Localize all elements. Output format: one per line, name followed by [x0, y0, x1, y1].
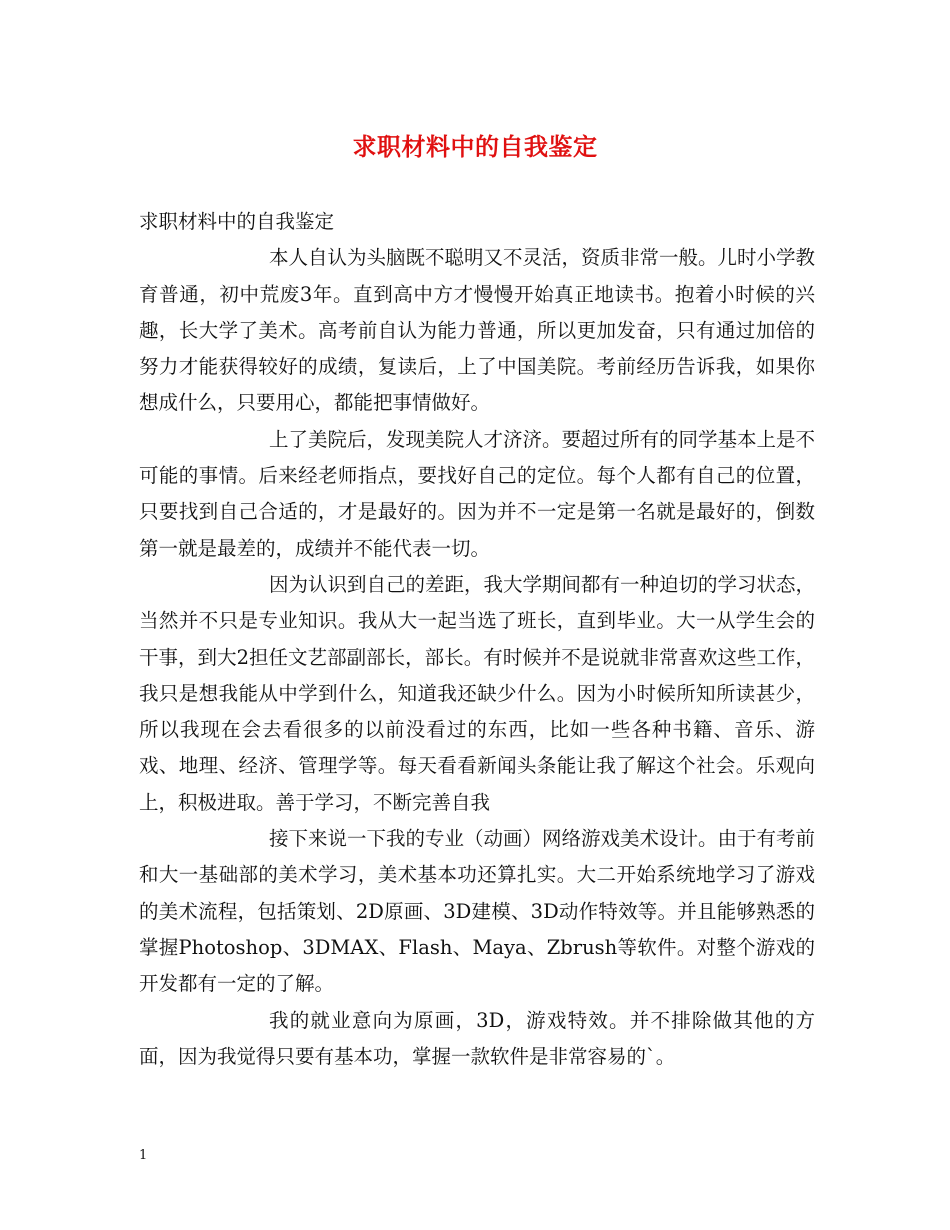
document-title: 求职材料中的自我鉴定 — [352, 132, 598, 161]
body-paragraph: 上了美院后，发现美院人才济济。要超过所有的同学基本上是不可能的事情。后来经老师指点，要找好自己的定位。每个人都有自己的位置，只要找到自己合适的，才是最好的。因为并不一定是第一名就是最好的，倒数第一就是最差的，成绩并不能代表一切。 — [139, 427, 816, 560]
page-number: 1 — [139, 1148, 148, 1163]
body-paragraph: 我的就业意向为原画，3D，游戏特效。并不排除做其他的方面，因为我觉得只要有基本功，掌握一款软件是非常容易的`。 — [139, 1008, 815, 1068]
body-paragraph: 接下来说一下我的专业（动画）网络游戏美术设计。由于有考前和大一基础部的美术学习，美术基本功还算扎实。大二开始系统地学习了游戏的美术流程，包括策划、2D原画、3D建模、3D动作特效等。并且能够熟悉的掌握Photoshop、3DMAX、Flash、Maya、Zbrush等软件。对整个游戏的开发都有一定的了解。 — [139, 827, 816, 996]
body-paragraph: 本人自认为头脑既不聪明又不灵活，资质非常一般。儿时小学教育普通，初中荒废3年。直到高中方才慢慢开始真正地读书。抱着小时候的兴趣，长大学了美术。高考前自认为能力普通，所以更加发奋，只有通过加倍的努力才能获得较好的成绩，复读后，上了中国美院。考前经历告诉我，如果你想成什么，只要用心，都能把事情做好。 — [139, 246, 816, 415]
document-subtitle: 求职材料中的自我鉴定 — [139, 210, 335, 233]
body-paragraph: 因为认识到自己的差距，我大学期间都有一种迫切的学习状态，当然并不只是专业知识。我从大一起当选了班长，直到毕业。大一从学生会的干事，到大2担任文艺部副部长，部长。有时候并不是说就非常喜欢这些工作，我只是想我能从中学到什么，知道我还缺少什么。因为小时候所知所读甚少，所以我现在会去看很多的以前没看过的东西，比如一些各种书籍、音乐、游戏、地理、经济、管理学等。每天看看新闻头条能让我了解这个社会。乐观向上，积极进取。善于学习，不断完善自我 — [139, 572, 816, 814]
document-body — [139, 204, 815, 1075]
